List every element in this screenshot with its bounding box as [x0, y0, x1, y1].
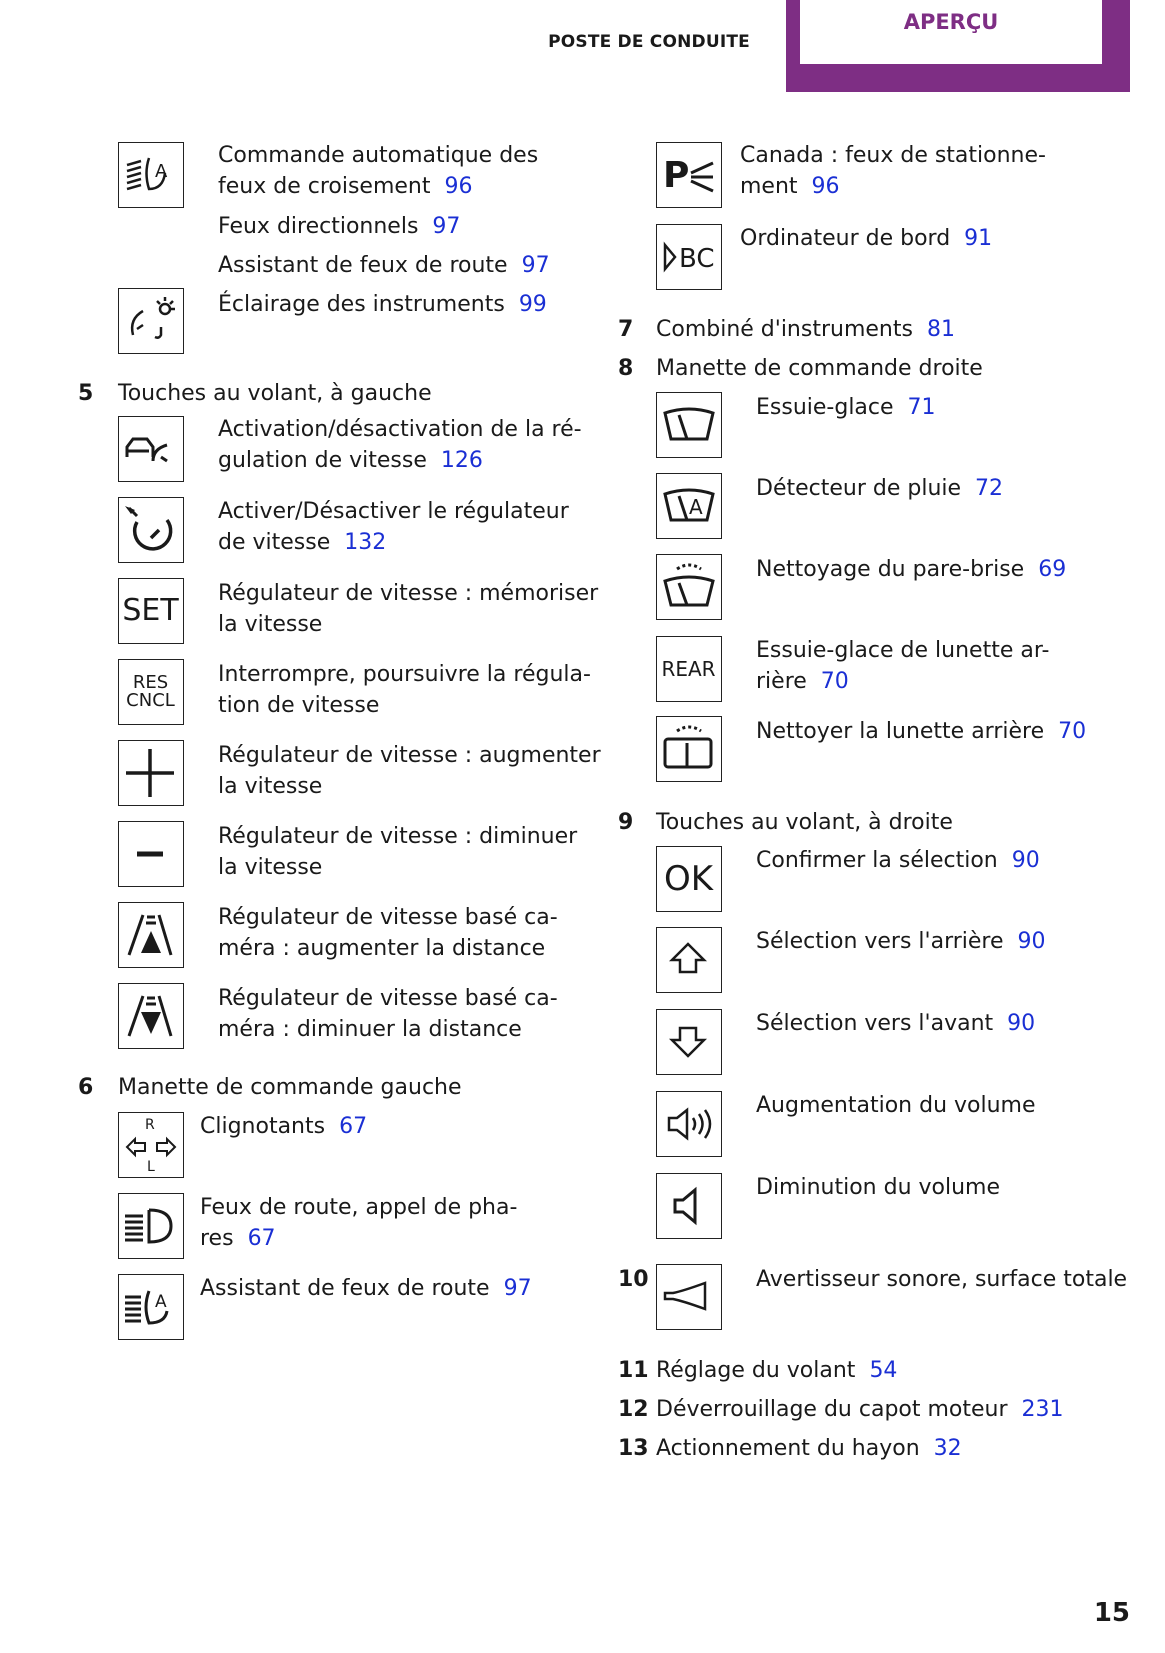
- page-ref[interactable]: 69: [1038, 557, 1067, 582]
- item-instrument-lighting: Éclairage des instruments 99: [218, 292, 547, 317]
- page-ref[interactable]: 67: [247, 1226, 276, 1251]
- group-number: 10: [618, 1267, 649, 1292]
- item-speed-up: Régulateur de vitesse : augmenter la vitesse: [218, 743, 601, 799]
- page-ref[interactable]: 70: [1058, 719, 1087, 744]
- board-computer-icon: [656, 224, 722, 290]
- page-ref[interactable]: 90: [1017, 929, 1046, 954]
- minus-icon: [118, 821, 184, 887]
- chapter-tab[interactable]: [786, 0, 1130, 92]
- item-speed-down: Régulateur de vitesse : diminuer la vitesse: [218, 824, 578, 880]
- item-volume-down: Diminution du volume: [756, 1175, 1001, 1200]
- res-cncl-icon: [118, 659, 184, 725]
- page-ref[interactable]: 71: [907, 395, 936, 420]
- item-rear-wiper: Essuie-glace de lunette ar- rière 70: [756, 638, 1050, 694]
- item-distance-decrease: Régulateur de vitesse basé ca- méra : diminuer la distance: [218, 986, 558, 1042]
- item-high-beam-assist-2: Assistant de feux de route 97: [200, 1276, 532, 1301]
- arrow-down-icon: [656, 1009, 722, 1075]
- item-parking-lights: Canada : feux de stationne- ment 96: [740, 143, 1046, 199]
- volume-up-icon: [656, 1091, 722, 1157]
- parking-lights-icon: [656, 142, 722, 208]
- bc-label: BC: [679, 244, 715, 274]
- group-number: 6: [78, 1075, 94, 1100]
- high-beam-assist-icon: [118, 1274, 184, 1340]
- cruise-control-icon: [118, 497, 184, 563]
- horn-icon: [656, 1264, 722, 1330]
- item-turn-signal: Clignotants 67: [200, 1114, 368, 1139]
- svg-text:A: A: [155, 1292, 167, 1312]
- item-cruise-control: Activer/Désactiver le régulateur de vitesse 132: [218, 499, 569, 555]
- page-ref[interactable]: 132: [344, 530, 387, 555]
- group-number: 8: [618, 356, 634, 381]
- rear-wiper-icon: [656, 636, 722, 702]
- page-ref[interactable]: 70: [820, 669, 849, 694]
- item-horn: Avertisseur sonore, surface totale: [756, 1267, 1128, 1292]
- item-distance-increase: Régulateur de vitesse basé ca- méra : augmenter la distance: [218, 905, 558, 961]
- item-board-computer: Ordinateur de bord 91: [740, 226, 993, 251]
- distance-increase-icon: [118, 902, 184, 968]
- item-hood-release: Déverrouillage du capot moteur 231: [656, 1397, 1064, 1422]
- res-label: RES: [132, 671, 169, 693]
- item-rain-sensor: Détecteur de pluie 72: [756, 476, 1004, 501]
- item-select-back: Sélection vers l'arrière 90: [756, 929, 1046, 954]
- page-ref[interactable]: 91: [964, 226, 993, 251]
- group-number: 5: [78, 381, 94, 406]
- page-ref[interactable]: 32: [933, 1436, 962, 1461]
- page-ref[interactable]: 231: [1021, 1397, 1064, 1422]
- high-beam-icon: [118, 1193, 184, 1259]
- speed-limiter-icon: [118, 416, 184, 482]
- group-number: 11: [618, 1358, 649, 1383]
- item-res-cncl: Interrompre, poursuivre la régula- tion de vitesse: [218, 662, 591, 718]
- item-high-beam-assist: Assistant de feux de route 97: [218, 253, 550, 278]
- item-confirm: Confirmer la sélection 90: [756, 848, 1040, 873]
- group-number: 9: [618, 810, 634, 835]
- page-ref[interactable]: 90: [1007, 1011, 1036, 1036]
- auto-low-beam-icon: [118, 142, 184, 208]
- page-ref[interactable]: 99: [518, 292, 547, 317]
- item-volume-up: Augmentation du volume: [756, 1093, 1036, 1118]
- turn-signal-icon: [118, 1112, 184, 1178]
- page-ref[interactable]: 67: [339, 1114, 368, 1139]
- cncl-label: CNCL: [126, 689, 175, 711]
- item-steering-adjust: Réglage du volant 54: [656, 1358, 898, 1383]
- page-ref[interactable]: 97: [503, 1276, 532, 1301]
- ok-label: OK: [663, 858, 714, 899]
- group-number: 13: [618, 1436, 649, 1461]
- chapter-tab-label: APERÇU: [903, 10, 999, 34]
- svg-text:A: A: [155, 161, 168, 182]
- group-number: 7: [618, 317, 634, 342]
- set-label: SET: [122, 593, 179, 628]
- page-ref[interactable]: 126: [440, 448, 483, 473]
- item-rear-washer: Nettoyer la lunette arrière 70: [756, 719, 1087, 744]
- plus-icon: [118, 740, 184, 806]
- wiper-icon: [656, 392, 722, 458]
- turn-signal-l: L: [147, 1159, 155, 1175]
- turn-signal-r: R: [145, 1117, 155, 1133]
- instrument-lighting-icon: [118, 288, 184, 354]
- section-title: POSTE DE CONDUITE: [548, 32, 750, 52]
- group-title: Manette de commande droite: [656, 356, 983, 381]
- set-icon: [118, 578, 184, 644]
- rain-sensor-icon: [656, 473, 722, 539]
- page-ref[interactable]: 54: [869, 1358, 898, 1383]
- group-title: Touches au volant, à gauche: [118, 381, 432, 406]
- page-ref[interactable]: 97: [432, 214, 461, 239]
- item-select-forward: Sélection vers l'avant 90: [756, 1011, 1036, 1036]
- ok-icon: [656, 846, 722, 912]
- item-high-beam: Feux de route, appel de pha- res 67: [200, 1195, 518, 1251]
- page-ref[interactable]: 81: [926, 317, 955, 342]
- page-number: 15: [1093, 1598, 1130, 1628]
- group-title: Manette de commande gauche: [118, 1075, 462, 1100]
- arrow-up-icon: [656, 927, 722, 993]
- page-ref[interactable]: 96: [444, 174, 473, 199]
- rear-label: REAR: [661, 656, 716, 681]
- distance-decrease-icon: [118, 983, 184, 1049]
- page-ref[interactable]: 72: [975, 476, 1004, 501]
- item-auto-low-beam: Commande automatique des feux de croisement 96: [218, 143, 539, 199]
- item-set: Régulateur de vitesse : mémoriser la vitesse: [218, 581, 599, 637]
- page-ref[interactable]: 97: [521, 253, 550, 278]
- group-title: Combiné d'instruments 81: [656, 317, 955, 342]
- windshield-washer-icon: [656, 554, 722, 620]
- rear-washer-icon: [656, 716, 722, 782]
- group-number: 12: [618, 1397, 649, 1422]
- item-wiper: Essuie-glace 71: [756, 395, 936, 420]
- page-ref[interactable]: 96: [811, 174, 840, 199]
- item-turn-signals: Feux directionnels 97: [218, 214, 461, 239]
- svg-text:A: A: [689, 495, 703, 519]
- svg-text:P: P: [663, 155, 690, 196]
- volume-down-icon: [656, 1173, 722, 1239]
- page-ref[interactable]: 90: [1011, 848, 1040, 873]
- group-title: Touches au volant, à droite: [656, 810, 953, 835]
- item-speed-limiter: Activation/désactivation de la ré- gulation de vitesse 126: [218, 417, 582, 473]
- item-windshield-washer: Nettoyage du pare-brise 69: [756, 557, 1067, 582]
- item-tailgate: Actionnement du hayon 32: [656, 1436, 962, 1461]
